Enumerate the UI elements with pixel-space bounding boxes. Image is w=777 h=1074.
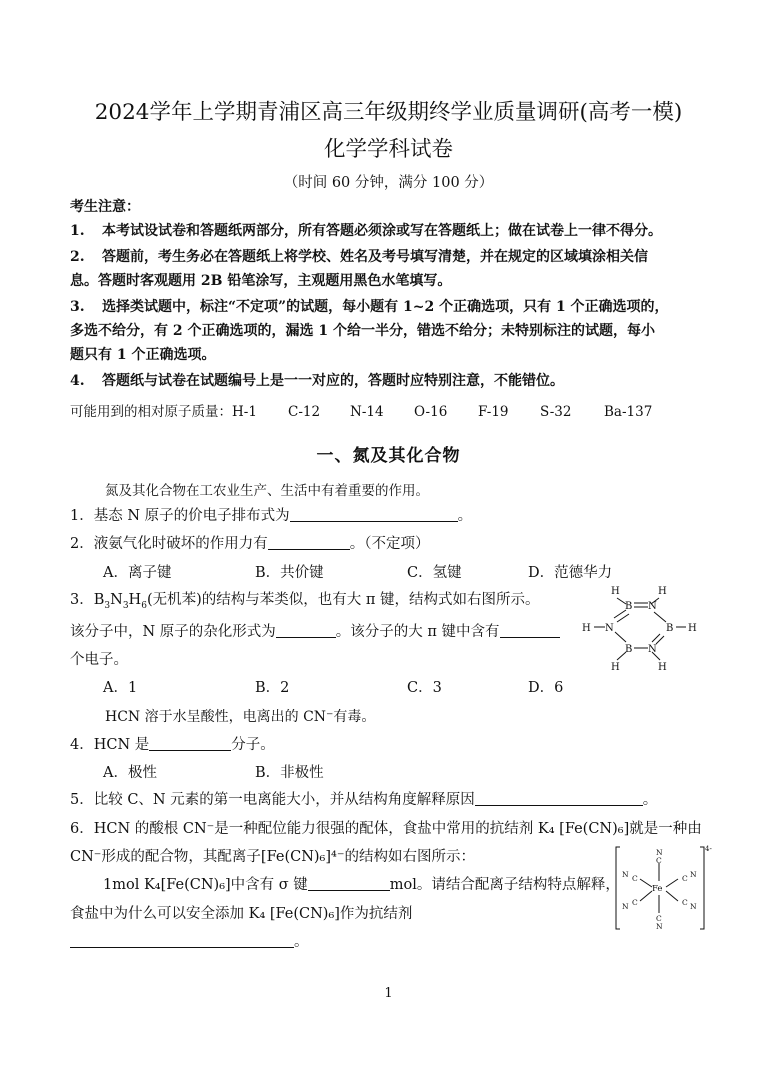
note-item — [70, 370, 564, 390]
svg-text:C: C — [682, 898, 688, 907]
atomic-mass-item: H-1 — [232, 404, 257, 420]
svg-text:B: B — [625, 644, 633, 655]
svg-text:Fe: Fe — [652, 884, 663, 894]
exam-title: 2024学年上学期青浦区高三年级期终学业质量调研(高考一模) — [94, 100, 683, 125]
option-c: C．氢键 — [407, 565, 462, 581]
svg-text:B: B — [666, 623, 674, 634]
note-number: 3. — [70, 299, 85, 315]
section-title: 一、氮及其化合物 — [316, 446, 461, 466]
atomic-mass-item: N-14 — [350, 404, 384, 420]
atomic-masses — [70, 400, 652, 420]
question-end: 。 — [294, 934, 309, 950]
question-3-line2 — [70, 620, 560, 641]
note-item — [70, 220, 662, 240]
question-6-line4: 食盐中为什么可以安全添加 K₄ [Fe(CN)₆]作为抗结剂 — [70, 906, 413, 922]
question-text: 5．比较 C、N 元素的第一电离能大小，并从结构角度解释原因 — [70, 792, 475, 808]
svg-text:H: H — [611, 586, 620, 597]
note-text: 答题前，考生务必在答题纸上将学校、姓名及考号填写清楚，并在规定的区域填涂相关信 — [102, 249, 648, 265]
question-text: 1．基态 N 原子的价电子排布式为 — [70, 508, 290, 524]
atomic-mass-item: S-32 — [540, 404, 572, 420]
question-2 — [70, 532, 429, 553]
question-text: (无机苯)的结构与苯类似，也有大 π 键，结构式如右图所示。 — [146, 592, 540, 608]
option-a: A．离子键 — [103, 565, 172, 581]
atomic-mass-item: C-12 — [288, 404, 321, 420]
option-a: A．1 — [103, 680, 138, 696]
answer-blank — [475, 791, 643, 806]
note-text: 答题纸与试卷在试题编号上是一一对应的，答题时应特别注意，不能错位。 — [102, 373, 564, 389]
svg-text:C: C — [682, 874, 688, 883]
option-a: A．极性 — [103, 765, 157, 781]
answer-blank — [276, 623, 336, 638]
note-continuation: 息。答题时客观题用 2B 铅笔涂写，主观题用黑色水笔填写。 — [70, 273, 452, 289]
question-1 — [70, 504, 472, 525]
section-intro: 氮及其化合物在工农业生产、生活中有着重要的作用。 — [105, 483, 429, 499]
question-3-line3: 个电子。 — [70, 652, 128, 668]
svg-text:H: H — [688, 623, 697, 634]
atomic-mass-item: O-16 — [414, 404, 448, 420]
question-text: 该分子中，N 原子的杂化形式为 — [70, 624, 276, 640]
question-4 — [70, 733, 275, 754]
svg-text:N: N — [656, 922, 663, 931]
svg-text:N: N — [690, 902, 697, 911]
hcn-intro: HCN 溶于水呈酸性，电离出的 CN⁻有毒。 — [105, 709, 376, 725]
exam-subject-title: 化学学科试卷 — [323, 137, 453, 162]
question-6-line3 — [103, 873, 620, 894]
question-end: 。 — [457, 508, 473, 524]
question-text: 1mol K₄[Fe(CN)₆]中含有 σ 键 — [103, 877, 308, 893]
exam-duration: （时间 60 分钟，满分 100 分） — [283, 175, 494, 191]
svg-text:N: N — [690, 870, 697, 879]
question-3: 3．$B_3N_3H_6$(无机苯)的结构与苯类似，也有大 π 键，结构式如右图所示。 — [70, 592, 540, 611]
atomic-mass-item: F-19 — [478, 404, 509, 420]
question-text: 3．B — [70, 592, 105, 608]
answer-blank — [500, 623, 560, 638]
svg-text:H: H — [582, 623, 591, 634]
question-text: 4．HCN 是 — [70, 737, 150, 753]
question-text: 2．液氨气化时破坏的作用力有 — [70, 536, 268, 552]
svg-text:4-: 4- — [705, 845, 712, 853]
svg-text:N: N — [648, 601, 657, 612]
answer-blank — [149, 736, 231, 751]
note-text: 选择类试题中，标注“不定项”的试题，每小题有 1~2 个正确选项，只有 1 个正确选项的， — [102, 299, 669, 315]
option-b: B．非极性 — [255, 765, 324, 781]
svg-text:H: H — [658, 662, 667, 672]
note-number: 2. — [70, 249, 85, 265]
question-end: 。（不定项） — [349, 536, 430, 552]
option-b: B．共价键 — [255, 565, 324, 581]
svg-text:C: C — [656, 914, 662, 923]
svg-text:N: N — [605, 623, 614, 634]
note-number: 4. — [70, 373, 85, 389]
answer-blank — [70, 933, 294, 948]
svg-text:H: H — [658, 586, 667, 597]
note-number: 1. — [70, 223, 85, 239]
svg-text:C: C — [656, 856, 662, 865]
question-5 — [70, 788, 657, 809]
borazine-structure-diagram — [578, 582, 708, 672]
option-b: B．2 — [255, 680, 290, 696]
svg-text:N: N — [656, 848, 663, 857]
atomic-mass-item: Ba-137 — [604, 404, 653, 420]
answer-blank — [268, 535, 350, 550]
note-text: 本考试设试卷和答题纸两部分，所有答题必须涂或写在答题纸上；做在试卷上一律不得分。 — [102, 223, 662, 239]
note-item — [70, 296, 669, 316]
note-continuation: 题只有 1 个正确选项。 — [70, 347, 216, 363]
question-text: 。该分子的大 π 键中含有 — [335, 624, 500, 640]
answer-blank — [290, 507, 458, 522]
ferrocyanide-ion-diagram — [612, 843, 712, 933]
question-text: mol。请结合配离子结构特点解释， — [389, 877, 620, 893]
svg-text:H: H — [611, 662, 620, 672]
svg-text:B: B — [625, 601, 633, 612]
option-d: D．6 — [528, 680, 564, 696]
question-6: 6．HCN 的酸根 CN⁻是一种配位能力很强的配体，食盐中常用的抗结剂 K₄ [Fe(CN)₆]就是一种由 — [70, 821, 702, 837]
svg-text:N: N — [622, 870, 629, 879]
option-d: D．范德华力 — [528, 565, 613, 581]
page-number: 1 — [384, 986, 393, 1001]
note-item — [70, 246, 648, 266]
question-6-line5 — [70, 930, 309, 951]
notes-heading: 考生注意： — [70, 199, 140, 215]
svg-text:C: C — [632, 874, 638, 883]
option-c: C．3 — [407, 680, 442, 696]
atomic-masses-label: 可能用到的相对原子质量： — [70, 404, 232, 420]
svg-text:N: N — [622, 902, 629, 911]
svg-text:N: N — [648, 644, 657, 655]
answer-blank — [308, 876, 390, 891]
svg-text:C: C — [632, 898, 638, 907]
note-continuation: 多选不给分，有 2 个正确选项的，漏选 1 个给一半分，错选不给分；未特别标注的试题，每小 — [70, 323, 655, 339]
question-end: 分子。 — [231, 737, 275, 753]
question-end: 。 — [642, 792, 658, 808]
question-6-line2: CN⁻形成的配合物，其配离子[Fe(CN)₆]⁴⁻的结构如右图所示： — [70, 849, 475, 865]
